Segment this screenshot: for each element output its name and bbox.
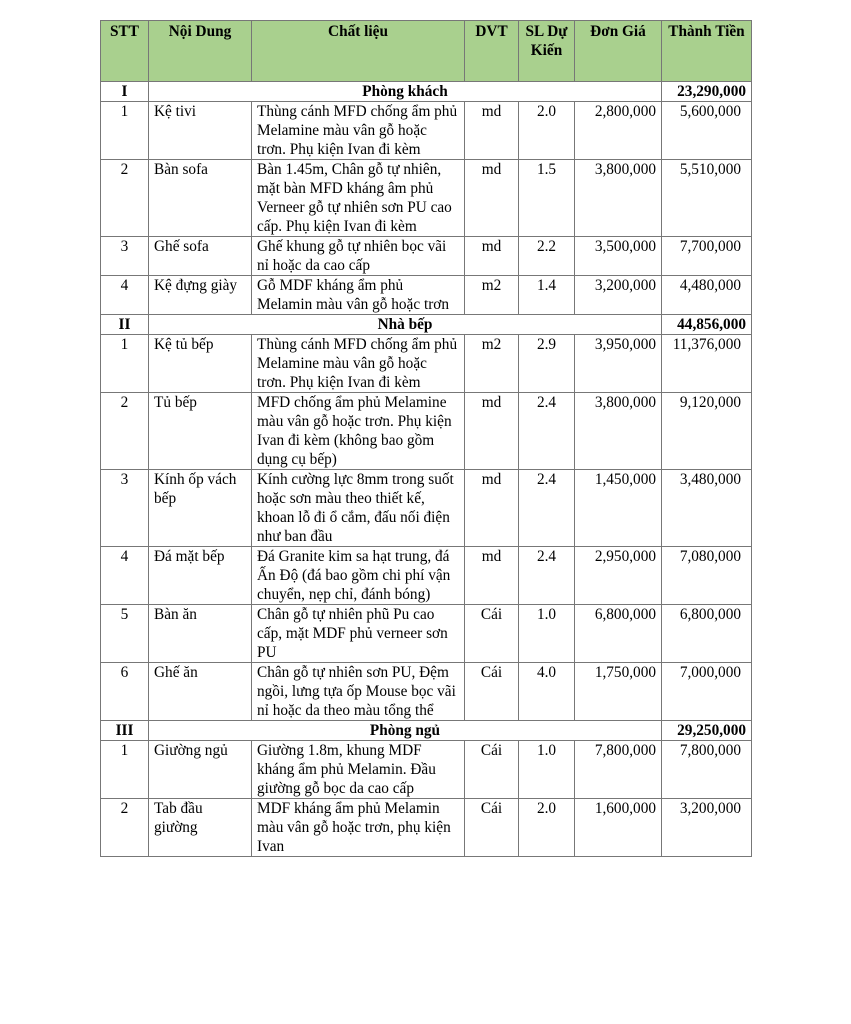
cell-price: 3,500,000 <box>575 237 662 276</box>
cell-price: 3,950,000 <box>575 335 662 393</box>
header-content: Nội Dung <box>149 21 252 82</box>
table-row <box>101 102 752 160</box>
cell-qty: 2.4 <box>519 393 575 470</box>
cell-price: 1,750,000 <box>575 663 662 721</box>
cell-material: Chân gỗ tự nhiên sơn PU, Đệm ngồi, lưng tựa ốp Mouse bọc vãi nỉ hoặc da theo màu tổng thể <box>252 663 465 721</box>
cell-material: Chân gỗ tự nhiên phũ Pu cao cấp, mặt MDF phủ verneer sơn PU <box>252 605 465 663</box>
cell-total: 11,376,000 <box>662 335 752 393</box>
cell-price: 2,800,000 <box>575 102 662 160</box>
cell-stt: 2 <box>101 160 149 237</box>
header-stt: STT <box>101 21 149 82</box>
section-total: 23,290,000 <box>662 82 752 102</box>
cell-qty: 2.0 <box>519 799 575 857</box>
cell-qty: 1.5 <box>519 160 575 237</box>
header-unit: DVT <box>465 21 519 82</box>
cell-total: 4,480,000 <box>662 276 752 315</box>
cell-total: 7,800,000 <box>662 741 752 799</box>
cell-price: 3,800,000 <box>575 160 662 237</box>
cell-name: Kệ tủ bếp <box>149 335 252 393</box>
cell-unit: Cái <box>465 799 519 857</box>
cell-unit: Cái <box>465 605 519 663</box>
cell-unit: md <box>465 160 519 237</box>
cell-price: 3,200,000 <box>575 276 662 315</box>
table-row <box>101 470 752 547</box>
table-header <box>101 21 752 82</box>
table-body <box>101 82 752 857</box>
cell-qty: 2.0 <box>519 102 575 160</box>
header-total: Thành Tiền <box>662 21 752 82</box>
cell-unit: Cái <box>465 663 519 721</box>
section-title: Phòng khách <box>149 82 662 102</box>
cell-price: 3,800,000 <box>575 393 662 470</box>
cell-unit: m2 <box>465 335 519 393</box>
cell-price: 1,600,000 <box>575 799 662 857</box>
section-number: II <box>101 315 149 335</box>
cell-stt: 2 <box>101 799 149 857</box>
cell-name: Tủ bếp <box>149 393 252 470</box>
cell-total: 5,510,000 <box>662 160 752 237</box>
quote-table <box>100 20 752 857</box>
cell-name: Tab đầu giường <box>149 799 252 857</box>
cell-stt: 1 <box>101 741 149 799</box>
cell-unit: md <box>465 393 519 470</box>
cell-unit: md <box>465 102 519 160</box>
section-total: 44,856,000 <box>662 315 752 335</box>
cell-qty: 4.0 <box>519 663 575 721</box>
cell-unit: Cái <box>465 741 519 799</box>
table-row <box>101 547 752 605</box>
section-title: Nhà bếp <box>149 315 662 335</box>
cell-qty: 2.2 <box>519 237 575 276</box>
cell-stt: 4 <box>101 547 149 605</box>
header-material: Chất liệu <box>252 21 465 82</box>
cell-qty: 2.9 <box>519 335 575 393</box>
cell-stt: 3 <box>101 237 149 276</box>
cell-stt: 5 <box>101 605 149 663</box>
table-row <box>101 237 752 276</box>
table-row <box>101 335 752 393</box>
cell-stt: 6 <box>101 663 149 721</box>
cell-qty: 1.4 <box>519 276 575 315</box>
cell-total: 3,480,000 <box>662 470 752 547</box>
cell-price: 7,800,000 <box>575 741 662 799</box>
table-row <box>101 605 752 663</box>
cell-name: Ghế ăn <box>149 663 252 721</box>
cell-qty: 1.0 <box>519 605 575 663</box>
table-row <box>101 160 752 237</box>
cell-material: MFD chống ẩm phủ Melamine màu vân gỗ hoặc trơn. Phụ kiện Ivan đi kèm (không bao gồm dụng cụ bếp) <box>252 393 465 470</box>
cell-price: 1,450,000 <box>575 470 662 547</box>
cell-name: Kệ đựng giày <box>149 276 252 315</box>
cell-name: Kính ốp vách bếp <box>149 470 252 547</box>
cell-material: MDF kháng ẩm phủ Melamin màu vân gỗ hoặc trơn, phụ kiện Ivan <box>252 799 465 857</box>
cell-name: Ghế sofa <box>149 237 252 276</box>
cell-total: 7,700,000 <box>662 237 752 276</box>
cell-stt: 1 <box>101 335 149 393</box>
cell-material: Giường 1.8m, khung MDF kháng ẩm phủ Melamin. Đầu giường gỗ bọc da cao cấp <box>252 741 465 799</box>
cell-qty: 2.4 <box>519 547 575 605</box>
cell-unit: md <box>465 237 519 276</box>
cell-name: Bàn ăn <box>149 605 252 663</box>
table-row <box>101 741 752 799</box>
section-row <box>101 721 752 741</box>
cell-unit: m2 <box>465 276 519 315</box>
cell-material: Bàn 1.45m, Chân gỗ tự nhiên, mặt bàn MFD kháng âm phủ Verneer gỗ tự nhiên sơn PU cao cấp. Phụ kiện Ivan đi kèm <box>252 160 465 237</box>
cell-name: Giường ngủ <box>149 741 252 799</box>
cell-name: Đá mặt bếp <box>149 547 252 605</box>
cell-total: 7,080,000 <box>662 547 752 605</box>
cell-unit: md <box>465 547 519 605</box>
cell-stt: 4 <box>101 276 149 315</box>
header-price: Đơn Giá <box>575 21 662 82</box>
cell-material: Ghế khung gỗ tự nhiên bọc vãi nỉ hoặc da cao cấp <box>252 237 465 276</box>
cell-name: Kệ tivi <box>149 102 252 160</box>
cell-qty: 1.0 <box>519 741 575 799</box>
section-title: Phòng ngủ <box>149 721 662 741</box>
cell-total: 5,600,000 <box>662 102 752 160</box>
table-row <box>101 799 752 857</box>
section-number: III <box>101 721 149 741</box>
cell-total: 3,200,000 <box>662 799 752 857</box>
section-row <box>101 82 752 102</box>
table-row <box>101 276 752 315</box>
cell-material: Đá Granite kim sa hạt trung, đá Ấn Độ (đá bao gồm chi phí vận chuyển, nẹp chỉ, đánh bóng) <box>252 547 465 605</box>
cell-total: 9,120,000 <box>662 393 752 470</box>
cell-material: Gỗ MDF kháng ẩm phủ Melamin màu vân gỗ hoặc trơn <box>252 276 465 315</box>
table-row <box>101 393 752 470</box>
table-row <box>101 663 752 721</box>
cell-total: 7,000,000 <box>662 663 752 721</box>
cell-stt: 1 <box>101 102 149 160</box>
section-total: 29,250,000 <box>662 721 752 741</box>
cell-name: Bàn sofa <box>149 160 252 237</box>
cell-price: 2,950,000 <box>575 547 662 605</box>
cell-stt: 2 <box>101 393 149 470</box>
section-row <box>101 315 752 335</box>
cell-price: 6,800,000 <box>575 605 662 663</box>
cell-total: 6,800,000 <box>662 605 752 663</box>
section-number: I <box>101 82 149 102</box>
header-qty: SL Dự Kiến <box>519 21 575 82</box>
cell-unit: md <box>465 470 519 547</box>
cell-stt: 3 <box>101 470 149 547</box>
cell-material: Kính cường lực 8mm trong suốt hoặc sơn màu theo thiết kế, khoan lỗ đi ổ cắm, đấu nối điện như ban đầu <box>252 470 465 547</box>
cell-qty: 2.4 <box>519 470 575 547</box>
cell-material: Thùng cánh MFD chống ẩm phủ Melamine màu vân gỗ hoặc trơn. Phụ kiện Ivan đi kèm <box>252 335 465 393</box>
cell-material: Thùng cánh MFD chống ẩm phủ Melamine màu vân gỗ hoặc trơn. Phụ kiện Ivan đi kèm <box>252 102 465 160</box>
